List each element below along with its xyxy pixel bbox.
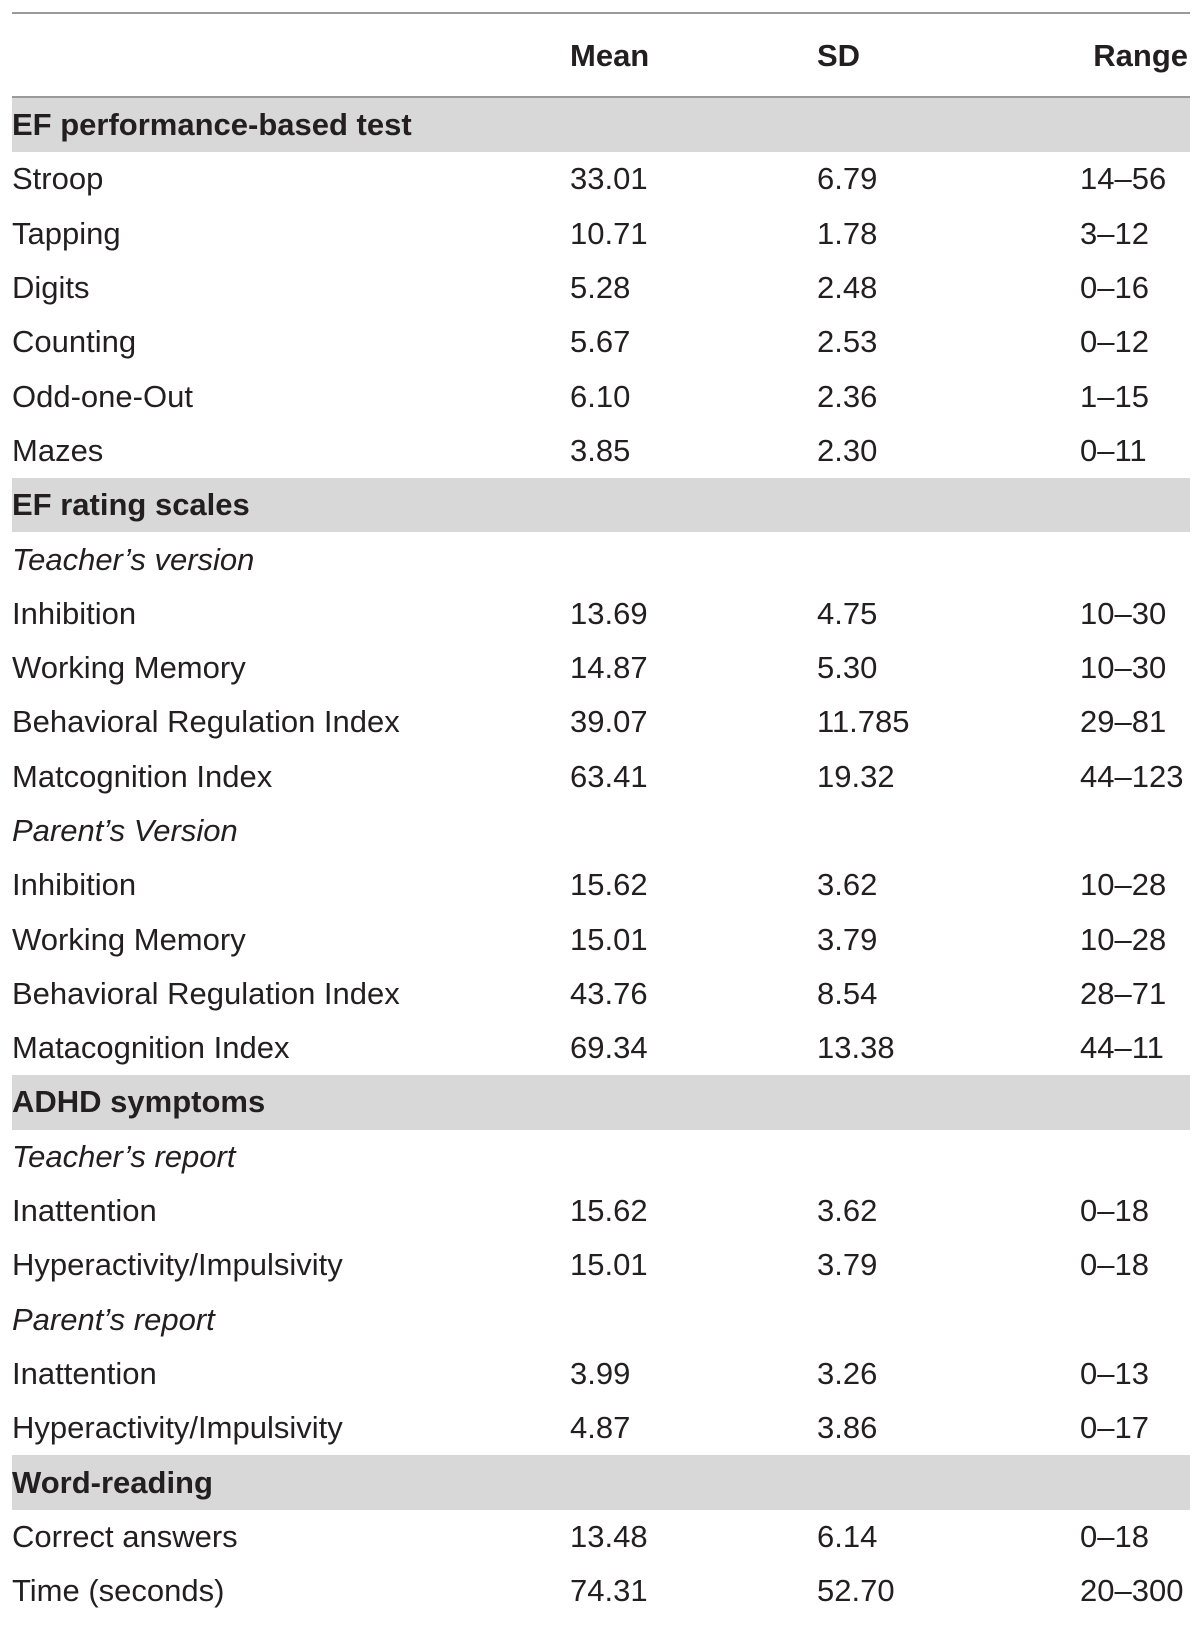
table-row — [12, 750, 1190, 804]
cell-range: 0–18 — [1080, 1193, 1149, 1229]
table-row — [12, 1401, 1190, 1455]
table-row — [12, 1510, 1190, 1564]
table-row — [12, 858, 1190, 912]
cell-sd: 52.70 — [817, 1573, 895, 1609]
table-row — [12, 152, 1190, 206]
cell-mean: 13.69 — [570, 595, 648, 631]
table-body — [12, 98, 1190, 1618]
cell-label: Inhibition — [12, 867, 137, 903]
table-row — [12, 587, 1190, 641]
cell-sd: 3.79 — [817, 921, 878, 957]
cell-sd: 3.26 — [817, 1355, 878, 1391]
cell-range: 0–17 — [1080, 1410, 1149, 1446]
cell-label: Stroop — [12, 161, 104, 197]
cell-sd: 3.62 — [817, 867, 878, 903]
cell-range: 14–56 — [1080, 161, 1167, 197]
cell-label: EF performance-based test — [12, 107, 412, 143]
cell-mean: 3.99 — [570, 1355, 631, 1391]
cell-mean: 63.41 — [570, 758, 648, 794]
cell-mean: 43.76 — [570, 975, 648, 1011]
table-row — [12, 912, 1190, 966]
cell-label: Inattention — [12, 1193, 157, 1229]
cell-sd: 3.79 — [817, 1247, 878, 1283]
cell-mean: 13.48 — [570, 1518, 648, 1554]
cell-sd: 11.785 — [817, 704, 910, 740]
cell-label: Hyperactivity/Impulsivity — [12, 1247, 343, 1283]
cell-label: Matcognition Index — [12, 758, 273, 794]
cell-label: Inhibition — [12, 595, 137, 631]
cell-range: 10–30 — [1080, 595, 1167, 631]
cell-label: Digits — [12, 270, 90, 306]
cell-sd: 6.14 — [817, 1518, 878, 1554]
cell-sd: 4.75 — [817, 595, 878, 631]
cell-label: Correct answers — [12, 1518, 238, 1554]
header-mean: Mean — [570, 38, 650, 73]
cell-range: 0–18 — [1080, 1247, 1149, 1283]
cell-range: 20–300 — [1080, 1573, 1184, 1609]
subsection-row — [12, 1130, 1190, 1184]
table-row — [12, 207, 1190, 261]
cell-range: 3–12 — [1080, 215, 1149, 251]
cell-range: 0–12 — [1080, 324, 1149, 360]
cell-range: 0–18 — [1080, 1518, 1149, 1554]
table-row — [12, 695, 1190, 749]
cell-label: Hyperactivity/Impulsivity — [12, 1410, 343, 1446]
cell-mean: 39.07 — [570, 704, 648, 740]
table-header-row — [12, 14, 1190, 96]
cell-mean: 5.67 — [570, 324, 631, 360]
table-row — [12, 641, 1190, 695]
cell-label: Tapping — [12, 215, 121, 251]
cell-label: Word-reading — [12, 1464, 213, 1500]
section-header-row — [12, 1455, 1190, 1509]
cell-sd: 19.32 — [817, 758, 895, 794]
cell-mean: 69.34 — [570, 1030, 648, 1066]
cell-label: Counting — [12, 324, 137, 360]
cell-range: 0–13 — [1080, 1355, 1149, 1391]
cell-range: 44–11 — [1080, 1030, 1164, 1066]
stats-table — [12, 12, 1190, 1618]
cell-sd: 2.53 — [817, 324, 878, 360]
cell-label: Parent’s Version — [12, 813, 238, 848]
cell-mean: 4.87 — [570, 1410, 631, 1446]
table-row — [12, 1564, 1190, 1618]
table-row — [12, 424, 1190, 478]
cell-range: 29–81 — [1080, 704, 1167, 740]
cell-sd: 6.79 — [817, 161, 878, 197]
cell-label: Behavioral Regulation Index — [12, 704, 400, 740]
cell-sd: 13.38 — [817, 1030, 895, 1066]
cell-mean: 14.87 — [570, 650, 648, 686]
cell-label: Time (seconds) — [12, 1573, 225, 1609]
cell-mean: 5.28 — [570, 270, 631, 306]
cell-sd: 8.54 — [817, 975, 878, 1011]
cell-mean: 15.62 — [570, 1193, 648, 1229]
table-row — [12, 1184, 1190, 1238]
cell-label: ADHD symptoms — [12, 1084, 266, 1120]
table-row — [12, 315, 1190, 369]
section-header-row — [12, 98, 1190, 152]
cell-mean: 10.71 — [570, 215, 648, 251]
cell-sd: 2.30 — [817, 432, 878, 468]
cell-mean: 15.01 — [570, 921, 648, 957]
cell-label: Parent’s report — [12, 1301, 215, 1337]
cell-range: 0–16 — [1080, 270, 1149, 306]
cell-label: EF rating scales — [12, 487, 250, 523]
cell-range: 28–71 — [1080, 975, 1167, 1011]
cell-mean: 6.10 — [570, 378, 631, 414]
table-row — [12, 261, 1190, 315]
cell-label: Matacognition Index — [12, 1030, 290, 1066]
cell-sd: 3.86 — [817, 1410, 878, 1446]
header-range: Range — [1093, 38, 1188, 73]
cell-label: Odd-one-Out — [12, 378, 193, 414]
cell-range: 10–30 — [1080, 650, 1167, 686]
table-row — [12, 1021, 1190, 1075]
cell-sd: 5.30 — [817, 650, 878, 686]
cell-mean: 15.62 — [570, 867, 648, 903]
cell-sd: 3.62 — [817, 1193, 878, 1229]
cell-range: 1–15 — [1080, 378, 1149, 414]
cell-sd: 2.48 — [817, 270, 878, 306]
cell-range: 10–28 — [1080, 921, 1167, 957]
cell-mean: 33.01 — [570, 161, 648, 197]
cell-range: 44–123 — [1080, 758, 1184, 794]
cell-label: Teacher’s version — [12, 541, 255, 577]
cell-label: Inattention — [12, 1355, 157, 1391]
cell-mean: 3.85 — [570, 432, 631, 468]
section-header-row — [12, 478, 1190, 532]
cell-label: Teacher’s report — [12, 1138, 236, 1174]
table-row — [12, 967, 1190, 1021]
cell-label: Working Memory — [12, 921, 246, 957]
subsection-row — [12, 1293, 1190, 1347]
cell-sd: 1.78 — [817, 215, 878, 251]
subsection-row — [12, 532, 1190, 586]
cell-mean: 74.31 — [570, 1573, 648, 1609]
cell-sd: 2.36 — [817, 378, 878, 414]
cell-mean: 15.01 — [570, 1247, 648, 1283]
table-row — [12, 1347, 1190, 1401]
cell-range: 0–11 — [1080, 432, 1147, 468]
subsection-row — [12, 804, 1190, 858]
table-row — [12, 1238, 1190, 1292]
cell-label: Behavioral Regulation Index — [12, 975, 400, 1011]
cell-label: Mazes — [12, 432, 104, 468]
cell-range: 10–28 — [1080, 867, 1167, 903]
table-row — [12, 369, 1190, 423]
header-sd: SD — [817, 38, 861, 73]
cell-label: Working Memory — [12, 650, 246, 686]
section-header-row — [12, 1075, 1190, 1129]
